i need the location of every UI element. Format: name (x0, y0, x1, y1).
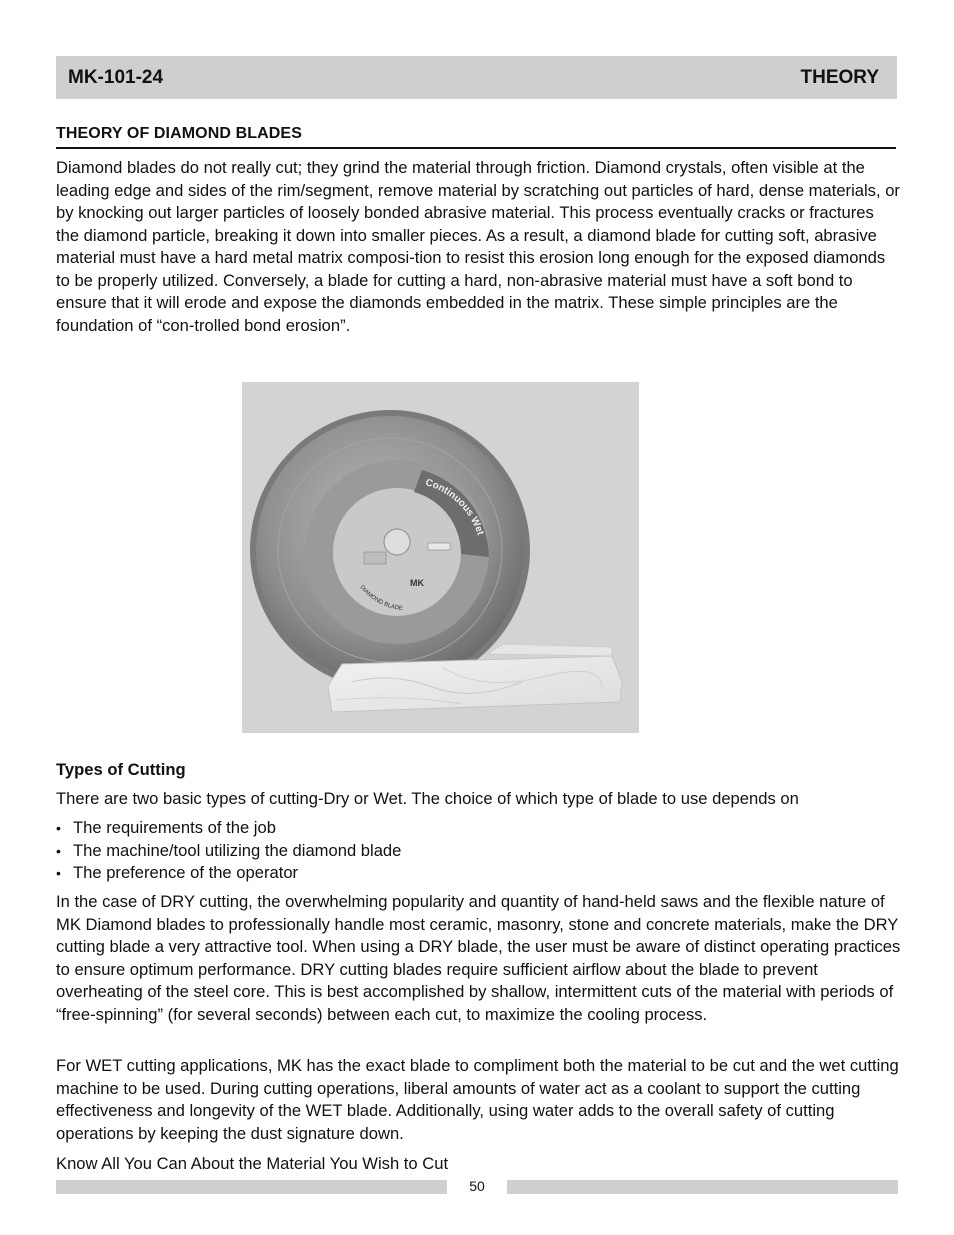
blade-brand: MK (410, 578, 424, 588)
types-intro: There are two basic types of cutting-Dry or Wet. The choice of which type of blade to use depends on (56, 789, 799, 808)
section-name: THEORY (800, 67, 879, 88)
page-number: 50 (469, 1178, 485, 1194)
list-item: • The preference of the operator (56, 862, 401, 885)
list-item: • The machine/tool utilizing the diamond blade (56, 840, 401, 863)
footer-bar-left (56, 1180, 447, 1194)
closing-line: Know All You Can About the Material You Wish to Cut (56, 1154, 449, 1173)
list-item: • The requirements of the job (56, 817, 401, 840)
model-number: MK-101-24 (68, 67, 164, 88)
section-title: THEORY OF DIAMOND BLADES (56, 125, 302, 142)
label-continuous-wet: Continuous Wet (424, 477, 486, 537)
cutting-factors-list (56, 817, 401, 885)
marble-base (328, 656, 622, 712)
bullet-icon: • (56, 865, 61, 881)
arbor-hole (384, 529, 410, 555)
footer-bar-right (507, 1180, 898, 1194)
bullet-icon: • (56, 820, 61, 836)
dry-cutting-paragraph: In the case of DRY cutting, the overwhelming popularity and quantity of hand-held saws and the flexible nature of MK Diamond blades to professionally handle most ceramic, masonry, stone and concrete materials, make the DRY cutting blade a very attractive tool. When using a DRY blade, the user must be aware of distinct operating practices to ensure optimum performance. DRY cutting blades require sufficient airflow about the blade to prevent overheating of the steel core. This is best accomplished by shallow, intermittent cuts of the material with periods of “free-spinning” (for several seconds) between each cut, to maximize the cooling process. (56, 892, 901, 1024)
blade-type-text: DIAMOND BLADE (358, 584, 404, 613)
page-header (56, 56, 897, 99)
diamond-blade-illustration (242, 382, 639, 733)
diamond-blade-photo (242, 382, 639, 733)
section-divider (56, 147, 896, 149)
types-of-cutting-heading: Types of Cutting (56, 760, 186, 779)
bullet-icon: • (56, 842, 61, 859)
intro-paragraph: Diamond blades do not really cut; they grind the material through friction. Diamond crystals, often visible at the leading edge and sides of the rim/segment, remove material by scratching out particles of hard, dense materials, or by knocking out larger particles of loosely bonded abrasive material. This process eventually cracks or fractures the diamond particle, breaking it down into smaller pieces. As a result, a diamond blade for cutting soft, abrasive material must have a hard metal matrix composi-tion to resist this erosion long enough for the exposed diamonds to be properly utilized. Conversely, a blade for cutting a hard, non-abrasive material must have a soft bond to ensure that it will erode and expose the diamonds embedded in the matrix. These simple principles are the foundation of “con-trolled bond erosion”. (56, 158, 900, 335)
wet-cutting-paragraph: For WET cutting applications, MK has the exact blade to compliment both the material to be cut and the wet cutting machine to be used. During cutting operations, liberal amounts of water act as a coolant to support the cutting effectiveness and longevity of the WET blade. Additionally, using water adds to the overall safety of cutting operations by keeping the dust signature down. (56, 1056, 899, 1143)
